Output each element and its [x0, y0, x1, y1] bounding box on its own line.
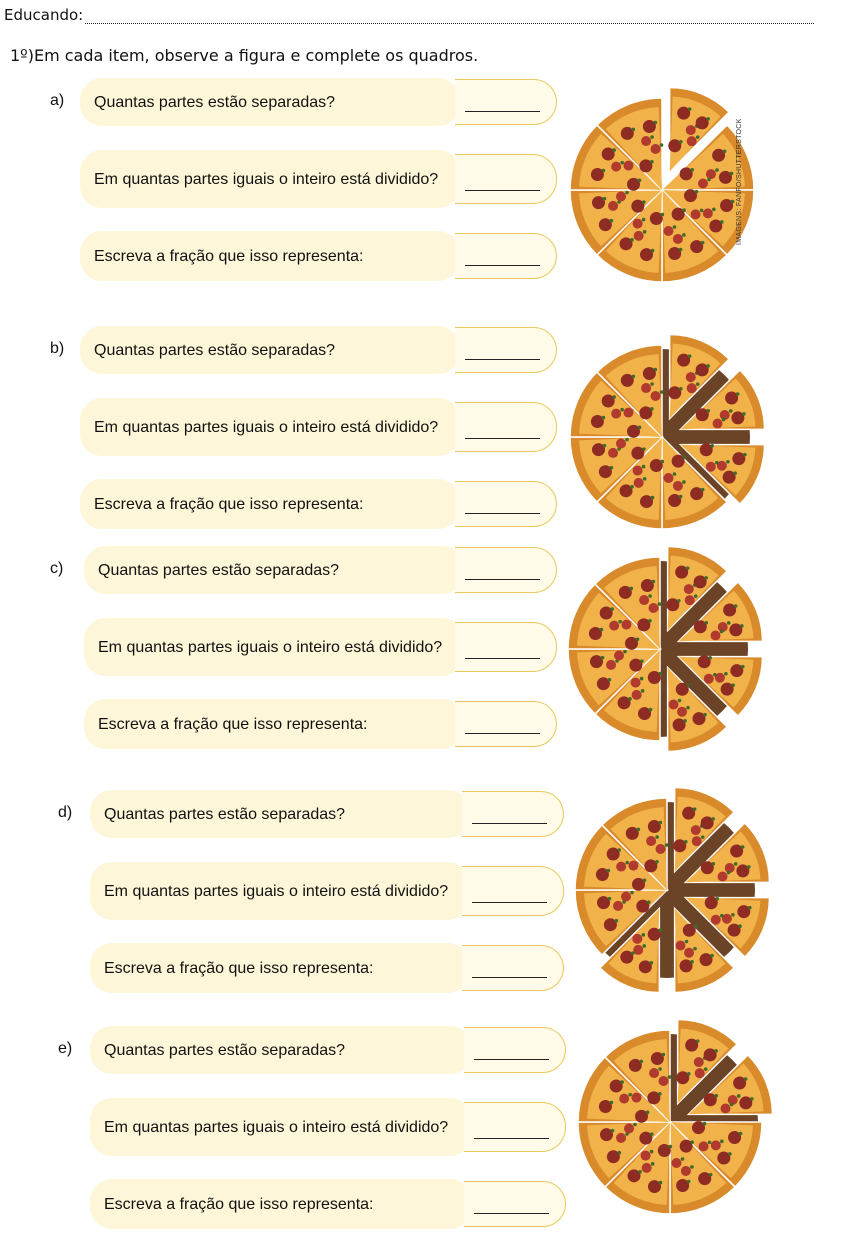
- answer-fraction[interactable]: [455, 701, 557, 747]
- answer-total-parts[interactable]: [455, 402, 557, 452]
- answer-line: [465, 658, 540, 659]
- question-fraction: [84, 699, 464, 749]
- question-separated-parts: [84, 546, 464, 594]
- pizza-figure: [555, 1007, 785, 1237]
- answer-total-parts[interactable]: [464, 1102, 566, 1152]
- answer-line: [472, 902, 547, 903]
- item-letter: b): [50, 340, 65, 357]
- answer-fraction[interactable]: [464, 1181, 566, 1227]
- answer-separated-parts[interactable]: [455, 547, 557, 593]
- answer-line: [465, 733, 540, 734]
- question-separated-parts: [90, 790, 470, 838]
- student-name-line: [4, 2, 814, 24]
- question-text: Em quantas partes iguais o inteiro está dividido?: [94, 170, 439, 188]
- answer-line: [465, 111, 540, 112]
- question-separated-parts: [80, 78, 460, 126]
- question-total-parts: [90, 862, 470, 920]
- pizza-figure: [545, 534, 775, 764]
- question-text: Escreva a fração que isso representa:: [98, 715, 368, 733]
- answer-line: [465, 579, 540, 580]
- answer-line: [472, 977, 547, 978]
- answer-line: [474, 1138, 549, 1139]
- question-total-parts: [80, 150, 460, 208]
- answer-line: [465, 359, 540, 360]
- answer-fraction[interactable]: [455, 481, 557, 527]
- item-letter: a): [50, 92, 65, 109]
- answer-fraction[interactable]: [455, 233, 557, 279]
- question-text: Em quantas partes iguais o inteiro está dividido?: [98, 638, 443, 656]
- question-fraction: [90, 943, 470, 993]
- answer-line: [465, 265, 540, 266]
- pizza-figure: [552, 775, 782, 1005]
- answer-separated-parts[interactable]: [462, 791, 564, 837]
- question-text: Quantas partes estão separadas?: [104, 1041, 346, 1059]
- question-text: Escreva a fração que isso representa:: [104, 1195, 374, 1213]
- question-separated-parts: [90, 1026, 472, 1074]
- exercise-instruction: 1º)Em cada item, observe a figura e complete os quadros.: [10, 46, 479, 65]
- question-text: Escreva a fração que isso representa:: [94, 247, 364, 265]
- question-fraction: [90, 1179, 472, 1229]
- question-fraction: [80, 231, 460, 281]
- question-text: Quantas partes estão separadas?: [104, 805, 346, 823]
- question-text: Escreva a fração que isso representa:: [94, 495, 364, 513]
- question-total-parts: [80, 398, 460, 456]
- question-fraction: [80, 479, 460, 529]
- question-text: Quantas partes estão separadas?: [94, 341, 336, 359]
- answer-line: [465, 438, 540, 439]
- pizza-figure: [547, 322, 777, 552]
- answer-total-parts[interactable]: [455, 154, 557, 204]
- answer-line: [465, 513, 540, 514]
- item-letter: d): [58, 804, 73, 821]
- question-text: Quantas partes estão separadas?: [94, 93, 336, 111]
- question-text: Em quantas partes iguais o inteiro está dividido?: [104, 882, 449, 900]
- answer-fraction[interactable]: [462, 945, 564, 991]
- image-credit: IMAGENS: FANFO/SHUTTERSTOCK: [736, 118, 743, 245]
- question-total-parts: [84, 618, 464, 676]
- question-text: Quantas partes estão separadas?: [98, 561, 340, 579]
- item-letter: c): [50, 560, 64, 577]
- answer-total-parts[interactable]: [462, 866, 564, 916]
- answer-total-parts[interactable]: [455, 622, 557, 672]
- question-total-parts: [90, 1098, 472, 1156]
- answer-separated-parts[interactable]: [455, 327, 557, 373]
- item-letter: e): [58, 1040, 73, 1057]
- question-text: Em quantas partes iguais o inteiro está dividido?: [104, 1118, 449, 1136]
- question-text: Em quantas partes iguais o inteiro está dividido?: [94, 418, 439, 436]
- student-label: Educando:: [4, 6, 84, 24]
- answer-separated-parts[interactable]: [464, 1027, 566, 1073]
- answer-line: [474, 1059, 549, 1060]
- answer-separated-parts[interactable]: [455, 79, 557, 125]
- question-text: Escreva a fração que isso representa:: [104, 959, 374, 977]
- answer-line: [472, 823, 547, 824]
- answer-line: [474, 1213, 549, 1214]
- question-separated-parts: [80, 326, 460, 374]
- student-name-field[interactable]: [85, 9, 814, 24]
- answer-line: [465, 190, 540, 191]
